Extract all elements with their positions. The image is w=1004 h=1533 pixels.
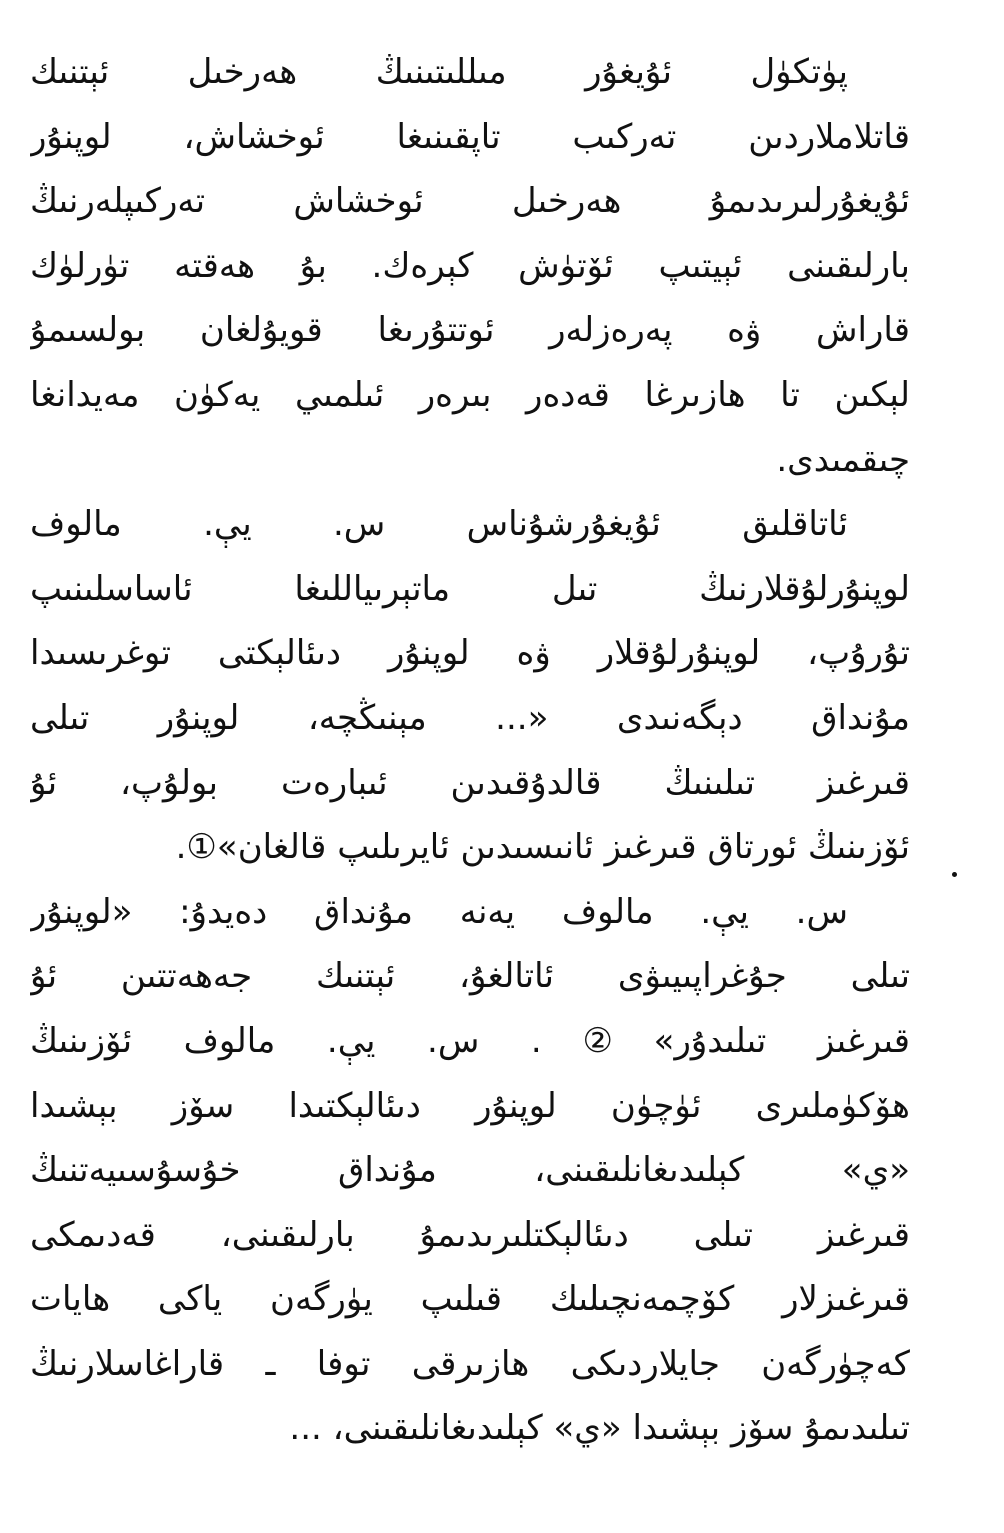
text-line: قاتلاملاردىن تەركىب تاپقىنىغا ئوخشاش، لوپنۇر [30, 116, 910, 157]
text-line: لېكىن تا ھازىرغا قەدەر بىرەر ئىلمىي يەكۈن مەيدانغا [30, 374, 910, 415]
text-line: بارلىقىنى ئېيتىپ ئۆتۈش كېرەك. بۇ ھەقتە تۈرلۈك [30, 245, 910, 286]
text-line: تىلى جۇغراپىيىۋى ئاتالغۇ، ئېتنىك جەھەتتىن ئۇ [30, 956, 910, 997]
body-text [30, 40, 910, 1461]
text-line: تۇرۇپ، لوپنۇرلۇقلار ۋە لوپنۇر دىئالېكتى توغرىسىدا [30, 633, 910, 674]
text-line: قىرغىزلار كۆچمەنچىلىك قىلىپ يۈرگەن ياكى ھايات [30, 1279, 910, 1320]
paragraph-3 [30, 880, 910, 1461]
text-line: مۇنداق دېگەنىدى «... مېنىڭچە، لوپنۇر تىلى [30, 697, 910, 738]
text-line: ئۆزىنىڭ ئورتاق قىرغىز ئانىسىدىن ئايرىلىپ قالغان»①. [175, 827, 910, 868]
text-line: ئۇيغۇرلىرىدىمۇ ھەرخىل ئوخشاش تەركىپلەرنىڭ [30, 181, 910, 222]
text-line: قىرغىز تىلىنىڭ قالدۇقىدىن ئىبارەت بولۇپ، ئۇ [30, 762, 910, 803]
text-line: چىقمىدى. [776, 439, 910, 480]
text-line: قاراش ۋە پەرەزلەر ئوتتۇرىغا قويۇلغان بولسىمۇ [30, 310, 910, 351]
paragraph-2 [30, 492, 910, 880]
scan-speck [952, 872, 957, 877]
text-line: تىلىدىمۇ سۆز بېشىدا «ي» كېلىدىغانلىقىنى، ... [289, 1408, 910, 1449]
text-line: كەچۈرگەن جايلاردىكى ھازىرقى توفا ـ قاراغاسلارنىڭ [30, 1343, 910, 1384]
text-line: س. يې. مالوف يەنە مۇنداق دەيدۇ: «لوپنۇر [30, 891, 848, 932]
text-line: قىرغىز تىلى دىئالېكتلىرىدىمۇ بارلىقىنى، قەدىمكى [30, 1214, 910, 1255]
text-line: ئاتاقلىق ئۇيغۇرشۇناس س. يې. مالوف [30, 504, 848, 545]
text-line: قىرغىز تىلىدۇر»②. س. يې. مالوف ئۆزىنىڭ [30, 1020, 910, 1061]
text-line: پۈتكۈل ئۇيغۇر مىللىتىنىڭ ھەرخىل ئېتنىك [30, 52, 848, 92]
text-line: لوپنۇرلۇقلارنىڭ تىل ماتېرىياللىغا ئاساسلىنىپ [30, 568, 910, 609]
paragraph-1 [30, 40, 910, 492]
text-line: «ي» كېلىدىغانلىقىنى، مۇنداق خۇسۇسىيەتنىڭ [30, 1150, 910, 1191]
text-line: ھۆكۈملىرى ئۈچۈن لوپنۇر دىئالېكتىدا سۆز بېشىدا [30, 1085, 910, 1126]
